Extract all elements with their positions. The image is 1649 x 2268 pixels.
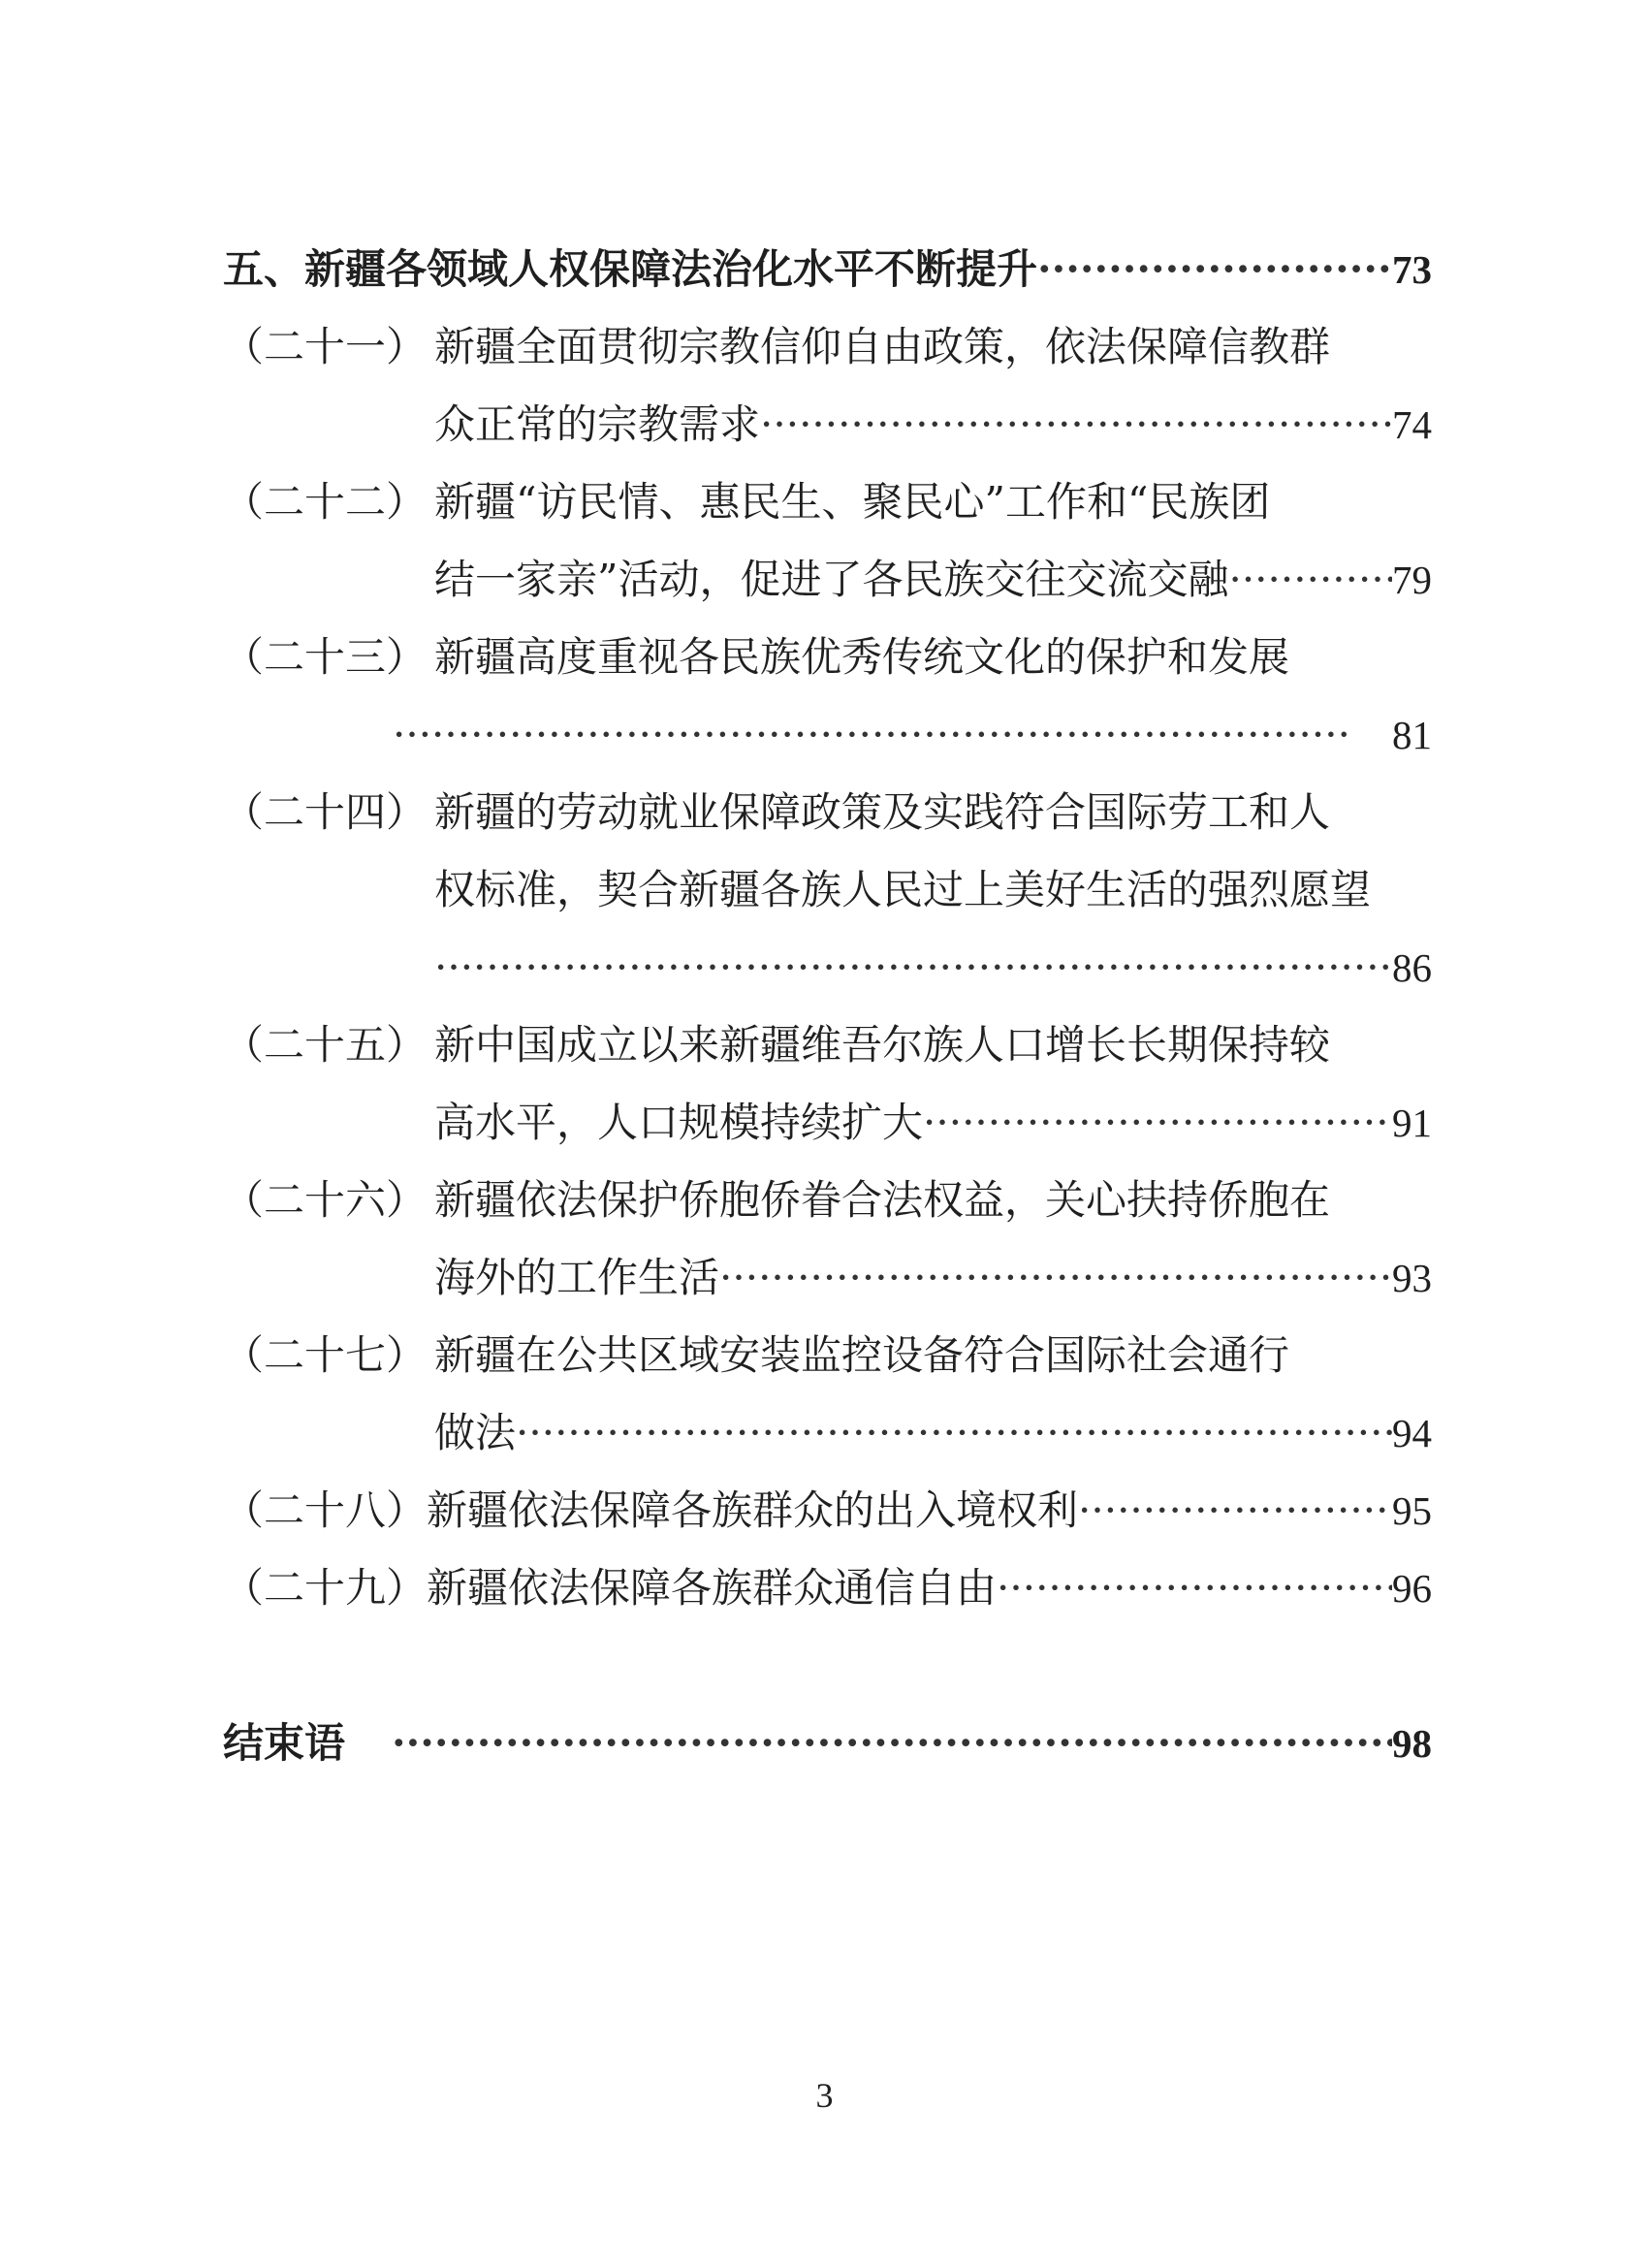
toc-entry-title-cont: 众正常的宗教需求 bbox=[434, 400, 761, 448]
toc-entry-28[interactable] bbox=[223, 1472, 1432, 1549]
toc-entry-22-line1[interactable] bbox=[223, 463, 1270, 541]
toc-entry-22-line2[interactable] bbox=[434, 541, 1432, 619]
toc-entry-23-line2[interactable] bbox=[393, 696, 1432, 774]
toc-entry-25-line1[interactable] bbox=[223, 1006, 1330, 1084]
toc-entry-26-line2[interactable] bbox=[434, 1239, 1432, 1317]
toc-entry-26-line1[interactable] bbox=[223, 1162, 1330, 1239]
toc-entry-number: （二十七） bbox=[223, 1331, 428, 1379]
toc-entry-21-line1[interactable] bbox=[223, 308, 1330, 386]
toc-entry-number: （二十八） bbox=[223, 1486, 428, 1534]
toc-page-number: 73 bbox=[1392, 247, 1432, 292]
toc-leader-dots bbox=[393, 696, 1353, 774]
toc-entry-number: （二十一） bbox=[223, 323, 428, 370]
toc-entry-title: 新疆的劳动就业保障政策及实践符合国际劳工和人 bbox=[434, 788, 1331, 836]
toc-leader-dots bbox=[1228, 541, 1392, 619]
toc-entry-27-line2[interactable] bbox=[434, 1394, 1432, 1472]
toc-page-number: 96 bbox=[1392, 1566, 1432, 1611]
toc-leader-dots bbox=[392, 1705, 1392, 1782]
toc-entry-24-line3[interactable] bbox=[434, 929, 1432, 1006]
toc-entry-title: 新疆“访民情、惠民生、聚民心”工作和“民族团 bbox=[434, 478, 1271, 526]
toc-entry-24-line2[interactable] bbox=[434, 851, 1371, 929]
toc-page-number: 98 bbox=[1392, 1721, 1432, 1766]
toc-entry-number: （二十五） bbox=[223, 1021, 428, 1069]
toc-leader-dots bbox=[1078, 1472, 1392, 1549]
toc-entry-number: （二十三） bbox=[223, 633, 428, 681]
toc-leader-dots bbox=[719, 1239, 1392, 1317]
toc-entry-title: 新疆依法保障各族群众的出入境权利 bbox=[427, 1486, 1079, 1534]
toc-entry-title-cont: 做法 bbox=[434, 1409, 517, 1456]
page-number: 3 bbox=[815, 2076, 834, 2115]
toc-leader-dots bbox=[516, 1394, 1392, 1472]
toc-page-number: 91 bbox=[1392, 1101, 1432, 1145]
toc-page-number: 93 bbox=[1392, 1256, 1432, 1300]
toc-entry-title-cont: 海外的工作生活 bbox=[434, 1254, 720, 1301]
toc-page-number: 94 bbox=[1392, 1411, 1432, 1455]
toc-entry-23-line1[interactable] bbox=[223, 619, 1289, 696]
toc-entry-number: （二十六） bbox=[223, 1176, 428, 1224]
toc-page-number: 95 bbox=[1392, 1488, 1432, 1533]
toc-section-title: 五、新疆各领域人权保障法治化水平不断提升 bbox=[223, 245, 1038, 293]
toc-conclusion[interactable] bbox=[223, 1705, 1432, 1782]
toc-entry-24-line1[interactable] bbox=[223, 774, 1330, 851]
toc-entry-title: 新疆全面贯彻宗教信仰自由政策，依法保障信教群 bbox=[434, 323, 1331, 370]
toc-entry-27-line1[interactable] bbox=[223, 1317, 1289, 1394]
toc-leader-dots bbox=[434, 929, 1392, 1006]
toc-leader-dots bbox=[1037, 231, 1392, 308]
toc-entry-29[interactable] bbox=[223, 1549, 1432, 1627]
toc-page-number: 81 bbox=[1392, 713, 1432, 757]
toc-entry-number: （二十四） bbox=[223, 788, 428, 836]
toc-conclusion-title: 结束语 bbox=[223, 1719, 346, 1767]
toc-leader-dots bbox=[923, 1084, 1392, 1162]
toc-leader-dots bbox=[760, 386, 1392, 463]
toc-entry-title-cont: 高水平，人口规模持续扩大 bbox=[434, 1099, 924, 1146]
toc-section-five[interactable] bbox=[223, 231, 1432, 308]
toc-entry-title: 新疆高度重视各民族优秀传统文化的保护和发展 bbox=[434, 633, 1290, 681]
toc-entry-title-cont: 结一家亲”活动，促进了各民族交往交流交融 bbox=[434, 556, 1229, 603]
toc-page-number: 79 bbox=[1392, 558, 1432, 602]
toc-entry-title: 新疆依法保障各族群众通信自由 bbox=[427, 1564, 998, 1612]
toc-entry-25-line2[interactable] bbox=[434, 1084, 1432, 1162]
toc-page-number: 86 bbox=[1392, 945, 1432, 990]
toc-page-number: 74 bbox=[1392, 402, 1432, 447]
toc-entry-title-cont: 权标准，契合新疆各族人民过上美好生活的强烈愿望 bbox=[434, 866, 1372, 913]
toc-leader-dots bbox=[997, 1549, 1392, 1627]
toc-entry-title: 新中国成立以来新疆维吾尔族人口增长长期保持较 bbox=[434, 1021, 1331, 1069]
toc-entry-title: 新疆在公共区域安装监控设备符合国际社会通行 bbox=[434, 1331, 1290, 1379]
toc-entry-number: （二十二） bbox=[223, 478, 428, 526]
toc-entry-number: （二十九） bbox=[223, 1564, 428, 1612]
toc-entry-21-line2[interactable] bbox=[434, 386, 1432, 463]
toc-entry-title: 新疆依法保护侨胞侨眷合法权益，关心扶持侨胞在 bbox=[434, 1176, 1331, 1224]
